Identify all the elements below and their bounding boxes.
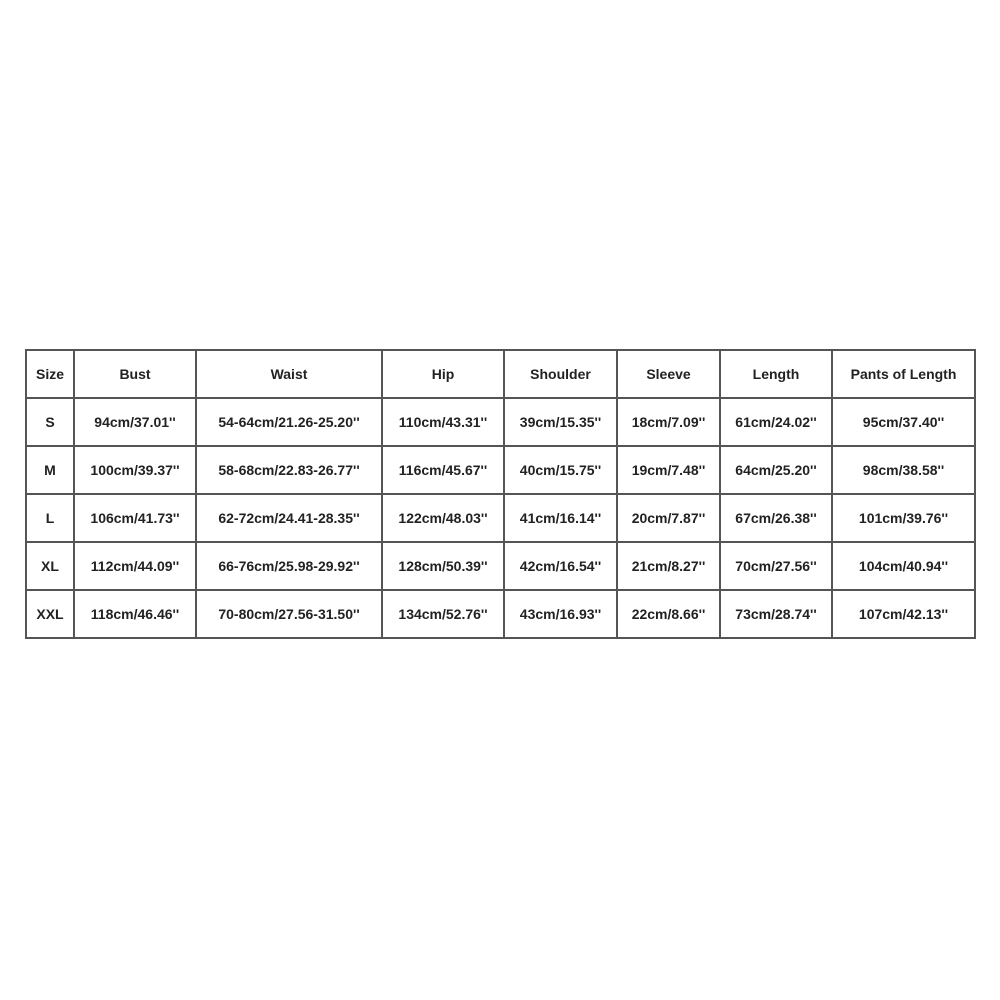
header-length: Length	[720, 350, 832, 398]
cell-shoulder: 41cm/16.14''	[504, 494, 617, 542]
cell-shoulder: 43cm/16.93''	[504, 590, 617, 638]
cell-shoulder: 40cm/15.75''	[504, 446, 617, 494]
header-sleeve: Sleeve	[617, 350, 720, 398]
cell-pants-of-length: 98cm/38.58''	[832, 446, 975, 494]
cell-waist: 58-68cm/22.83-26.77''	[196, 446, 382, 494]
cell-pants-of-length: 104cm/40.94''	[832, 542, 975, 590]
header-size: Size	[26, 350, 74, 398]
cell-hip: 122cm/48.03''	[382, 494, 504, 542]
table-header-row	[26, 350, 975, 398]
cell-length: 64cm/25.20''	[720, 446, 832, 494]
cell-waist: 66-76cm/25.98-29.92''	[196, 542, 382, 590]
cell-size: M	[26, 446, 74, 494]
header-hip: Hip	[382, 350, 504, 398]
cell-bust: 100cm/39.37''	[74, 446, 196, 494]
table-row	[26, 494, 975, 542]
cell-shoulder: 39cm/15.35''	[504, 398, 617, 446]
cell-size: L	[26, 494, 74, 542]
cell-size: S	[26, 398, 74, 446]
cell-bust: 94cm/37.01''	[74, 398, 196, 446]
cell-bust: 112cm/44.09''	[74, 542, 196, 590]
table-row	[26, 446, 975, 494]
table-row	[26, 590, 975, 638]
cell-hip: 110cm/43.31''	[382, 398, 504, 446]
cell-sleeve: 19cm/7.48''	[617, 446, 720, 494]
cell-length: 61cm/24.02''	[720, 398, 832, 446]
cell-size: XXL	[26, 590, 74, 638]
header-waist: Waist	[196, 350, 382, 398]
size-chart-table	[25, 349, 976, 639]
cell-pants-of-length: 95cm/37.40''	[832, 398, 975, 446]
cell-length: 70cm/27.56''	[720, 542, 832, 590]
table-row	[26, 542, 975, 590]
header-bust: Bust	[74, 350, 196, 398]
cell-waist: 54-64cm/21.26-25.20''	[196, 398, 382, 446]
cell-sleeve: 18cm/7.09''	[617, 398, 720, 446]
cell-length: 67cm/26.38''	[720, 494, 832, 542]
cell-length: 73cm/28.74''	[720, 590, 832, 638]
cell-pants-of-length: 101cm/39.76''	[832, 494, 975, 542]
cell-hip: 134cm/52.76''	[382, 590, 504, 638]
cell-shoulder: 42cm/16.54''	[504, 542, 617, 590]
cell-sleeve: 20cm/7.87''	[617, 494, 720, 542]
cell-hip: 128cm/50.39''	[382, 542, 504, 590]
table-row	[26, 398, 975, 446]
cell-bust: 118cm/46.46''	[74, 590, 196, 638]
header-pants-of-length: Pants of Length	[832, 350, 975, 398]
cell-hip: 116cm/45.67''	[382, 446, 504, 494]
cell-bust: 106cm/41.73''	[74, 494, 196, 542]
header-shoulder: Shoulder	[504, 350, 617, 398]
cell-sleeve: 21cm/8.27''	[617, 542, 720, 590]
cell-waist: 70-80cm/27.56-31.50''	[196, 590, 382, 638]
cell-sleeve: 22cm/8.66''	[617, 590, 720, 638]
cell-waist: 62-72cm/24.41-28.35''	[196, 494, 382, 542]
cell-pants-of-length: 107cm/42.13''	[832, 590, 975, 638]
cell-size: XL	[26, 542, 74, 590]
